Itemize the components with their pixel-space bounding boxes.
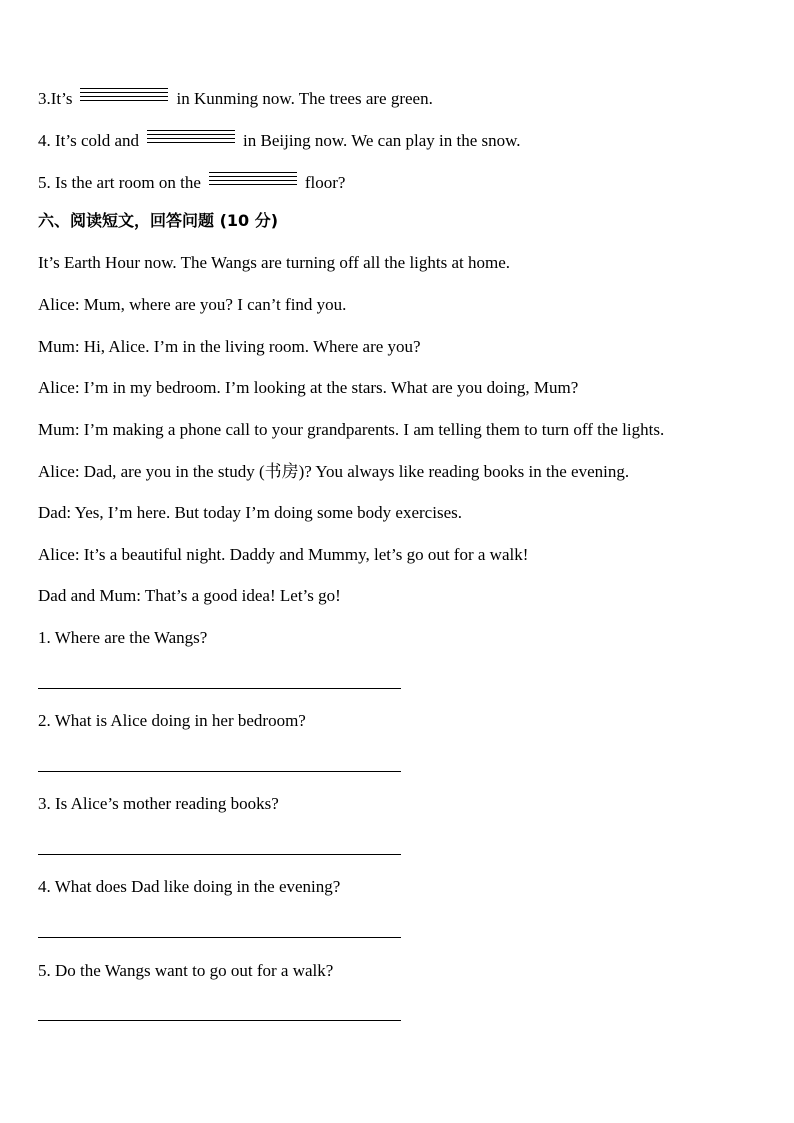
passage-line: Dad and Mum: That’s a good idea! Let’s go! bbox=[38, 586, 341, 605]
question-3: 3. Is Alice’s mother reading books? bbox=[38, 794, 279, 813]
answer-blank-5[interactable] bbox=[209, 172, 297, 186]
passage-line: Alice: I’m in my bedroom. I’m looking at the stars. What are you doing, Mum? bbox=[38, 378, 579, 397]
fill-item-5-before: 5. Is the art room on the bbox=[38, 173, 201, 192]
fill-item-3-before: 3.It’s bbox=[38, 89, 73, 108]
fill-item-4-after: in Beijing now. We can play in the snow. bbox=[243, 131, 521, 150]
passage-line: Mum: I’m making a phone call to your grandparents. I am telling them to turn off the lights. bbox=[38, 420, 665, 439]
passage-line: Alice: It’s a beautiful night. Daddy and Mummy, let’s go out for a walk! bbox=[38, 545, 529, 564]
question-5: 5. Do the Wangs want to go out for a walk? bbox=[38, 961, 334, 980]
answer-line-5[interactable] bbox=[38, 1020, 401, 1021]
question-1: 1. Where are the Wangs? bbox=[38, 628, 208, 647]
fill-item-5-after: floor? bbox=[304, 173, 346, 192]
fill-item-3-after: in Kunming now. The trees are green. bbox=[176, 89, 433, 108]
section-heading: 六、阅读短文，回答问题 (10 分) bbox=[38, 211, 279, 230]
question-4: 4. What does Dad like doing in the evening? bbox=[38, 877, 341, 896]
fill-item-4-before: 4. It’s cold and bbox=[38, 131, 140, 150]
question-2: 2. What is Alice doing in her bedroom? bbox=[38, 711, 306, 730]
answer-blank-3[interactable] bbox=[80, 88, 168, 102]
fill-item-4 bbox=[38, 130, 521, 151]
passage-line: Dad: Yes, I’m here. But today I’m doing some body exercises. bbox=[38, 503, 462, 522]
fill-item-3 bbox=[38, 88, 433, 109]
passage-line: Alice: Dad, are you in the study (书房)? You always like reading books in the evening. bbox=[38, 462, 630, 481]
passage-line: It’s Earth Hour now. The Wangs are turning off all the lights at home. bbox=[38, 253, 511, 272]
answer-blank-4[interactable] bbox=[147, 130, 235, 144]
answer-line-4[interactable] bbox=[38, 937, 401, 938]
fill-item-5 bbox=[38, 172, 345, 193]
answer-line-3[interactable] bbox=[38, 854, 401, 855]
passage-line: Alice: Mum, where are you? I can’t find you. bbox=[38, 295, 347, 314]
passage-line: Mum: Hi, Alice. I’m in the living room. Where are you? bbox=[38, 337, 421, 356]
answer-line-1[interactable] bbox=[38, 688, 401, 689]
answer-line-2[interactable] bbox=[38, 771, 401, 772]
